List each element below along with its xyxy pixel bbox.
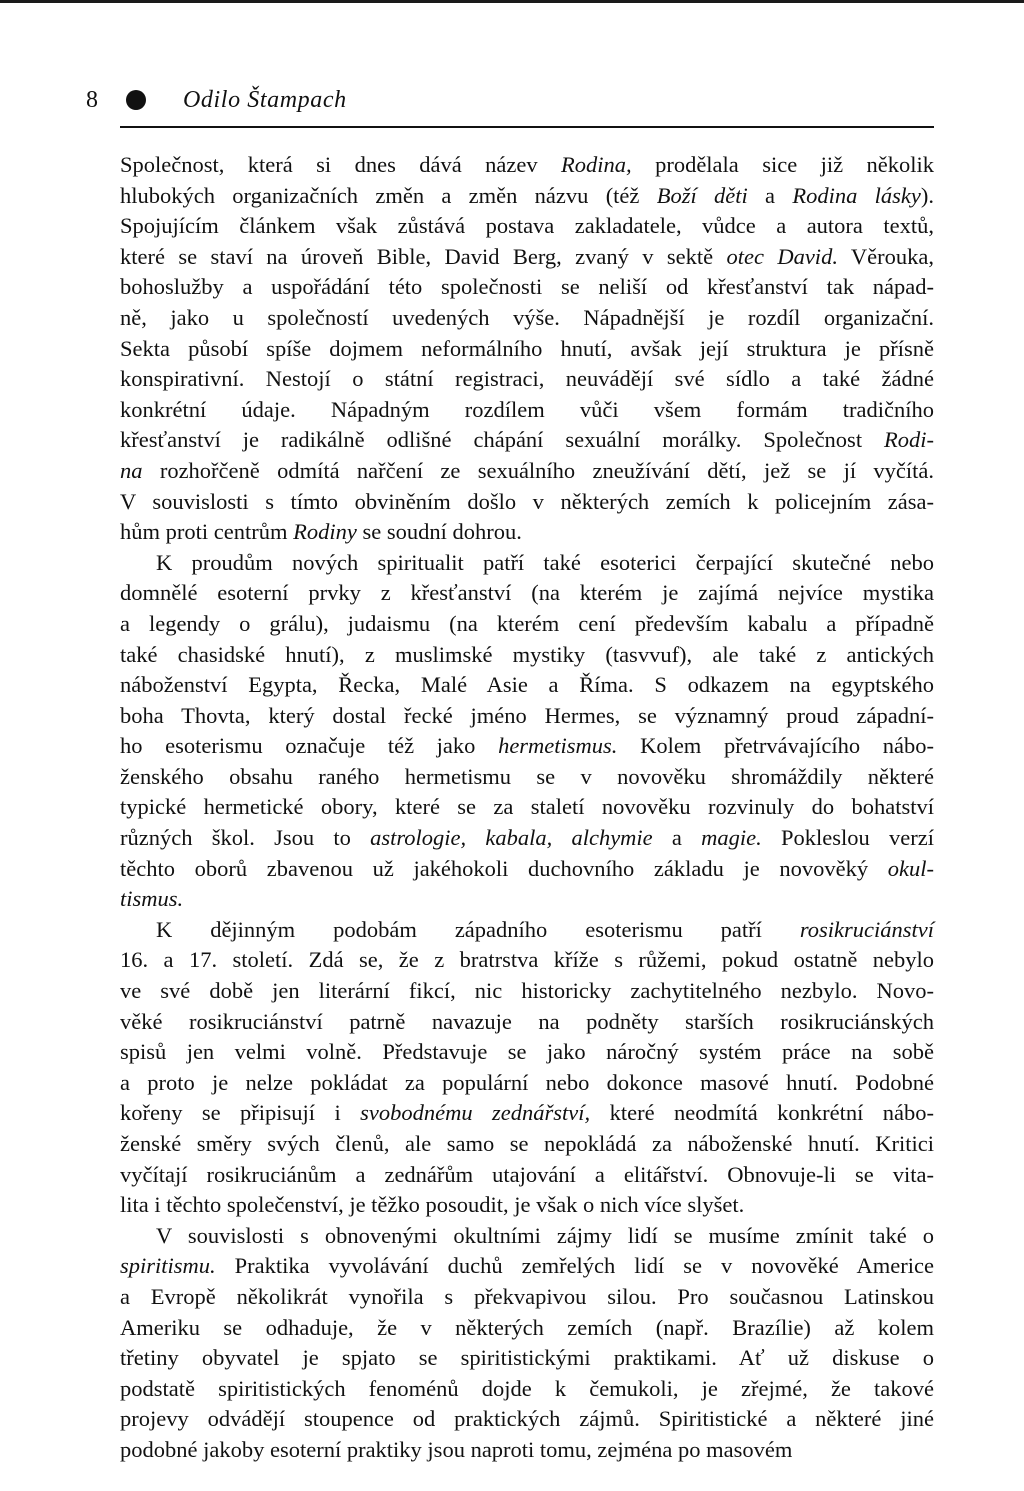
text-line [120,242,934,273]
paragraph [120,1221,934,1466]
text-span: které se staví na úroveň Bible, David Berg, zvaný v sektě [120,243,727,269]
text-line [120,731,934,762]
text-line [120,1068,934,1099]
text-line [120,1374,934,1405]
text-span: a proto je nelze pokládat za populární nebo dokonce masové hnutí. Podobné [120,1069,934,1095]
text-line [120,303,934,334]
text-span: a [747,182,793,208]
text-line [120,1404,934,1435]
text-line [120,792,934,823]
text-line [120,150,934,181]
top-border-rule [0,0,1024,3]
text-span: V souvislosti s tímto obviněním došlo v některých zemích k policejním zása- [120,488,934,514]
text-span: 16. a 17. století. Zdá se, že z bratrstva kříže s růžemi, pokud ostatně nebylo [120,947,934,973]
italic-span: magie. [701,825,762,851]
text-line [120,976,934,1007]
body-text [120,150,934,1466]
text-line [120,640,934,671]
text-line [120,1190,934,1221]
text-line [120,823,934,854]
text-line [120,945,934,976]
text-line [120,1313,934,1344]
header-rule [120,126,934,128]
text-span: spisů jen velmi volně. Představuje se jako náročný systém práce na sobě [120,1039,934,1065]
italic-span: astrologie, kabala, alchymie [370,825,653,851]
text-span: ženského obsahu raného hermetismu se v novověku shromáždily některé [120,763,934,789]
text-span: bohoslužby a uspořádání této společnosti se neliší od křesťanství tak nápad- [120,274,934,300]
text-span: Praktika vyvolávání duchů zemřelých lidí se v novověké Americe [215,1253,934,1279]
text-line [120,364,934,395]
text-line [120,884,934,915]
running-header [86,80,934,120]
text-span: ). [920,182,934,208]
text-line [120,1282,934,1313]
text-line [120,854,934,885]
text-line [120,456,934,487]
text-span: také chasidské hnutí), z muslimské mystiky (tasvvuf), ale také z antických [120,641,934,667]
text-span: projevy odvádějí stoupence od praktických zájmů. Spiritistické a některé jiné [120,1406,934,1432]
page-number: 8 [86,87,98,113]
text-line [120,1129,934,1160]
paragraph [120,150,934,548]
text-line [120,1037,934,1068]
text-line [120,1007,934,1038]
text-span: Společnost, která si dnes dává název [120,152,562,177]
italic-span: svobodnému zednářství, [360,1100,591,1126]
text-span: různých škol. Jsou to [120,825,371,851]
italic-span: Boží děti [656,182,748,208]
text-line [120,334,934,365]
text-span: ve své době jen literární fikcí, nic historicky zachytitelného nezbylo. Novo- [120,978,934,1004]
text-span: které neodmítá konkrétní nábo- [590,1100,934,1126]
text-span: Věrouka, [837,243,935,269]
text-span: lita i těchto společenství, je těžko posoudit, je však o nich více slyšet. [120,1192,745,1218]
text-line [120,425,934,456]
italic-span: tismus. [120,886,184,912]
paragraph [120,548,934,915]
text-span: Kolem přetrvávajícího nábo- [617,733,934,759]
text-line [120,1343,934,1374]
text-span: Ameriku se odhaduje, že v některých zemích (např. Brazílie) až kolem [120,1314,934,1340]
text-span: a Evropě několikrát vynořila s překvapivou silou. Pro současnou Latinskou [120,1283,934,1309]
italic-span: Rodiny [293,519,357,545]
text-span: podstatě spiritistických fenoménů dojde k čemukoli, je zřejmé, že takové [120,1375,934,1401]
bullet-dot-icon [126,90,146,110]
text-line [120,1251,934,1282]
text-line [120,701,934,732]
paragraph [120,915,934,1221]
text-line [120,548,934,579]
text-span: se soudní dohrou. [356,519,522,545]
text-span: Sekta působí spíše dojmem neformálního hnutí, avšak její struktura je přísně [120,335,934,361]
text-span: podobné jakoby esoterní praktiky jsou naproti tomu, zejména po masovém [120,1436,793,1462]
text-line [120,1098,934,1129]
text-line [120,211,934,242]
text-span: náboženství Egypta, Řecka, Malé Asie a Říma. S odkazem na egyptského [120,672,934,698]
text-line [120,762,934,793]
text-span: ně, jako u společností uvedených výše. Nápadnější je rozdíl organizační. [120,304,934,330]
text-span: křesťanství je radikálně odlišné chápání sexuální morálky. Společnost [120,427,884,453]
text-span: těchto oborů zbavenou už jakéhokoli duchovního základu je novověký [120,855,888,881]
text-line [120,272,934,303]
text-span: rozhořčeně odmítá nařčení ze sexuálního zneužívání dětí, jež se jí vyčítá. [142,457,934,483]
italic-span: otec David. [726,243,838,269]
text-span: Pokleslou verzí [761,825,934,851]
text-span: domnělé esoterní prvky z křesťanství (na kterém je zajímá nejvíce mystika [120,580,934,606]
text-span: kořeny se připisují i [120,1100,361,1126]
text-line [120,1160,934,1191]
text-line [120,915,934,946]
text-span: konspirativní. Nestojí o státní registraci, neuvádějí své sídlo a také žádné [120,366,934,392]
text-span: třetiny obyvatel je spjato se spiritistickými praktikami. Ať už diskuse o [120,1345,934,1371]
italic-span: rosikruciánství [799,916,934,942]
text-span: hlubokých organizačních změn a změn názvu (též [120,182,657,208]
text-span: hům proti centrům [120,519,294,545]
text-span: věké rosikruciánství patrně navazuje na podněty starších rosikruciánských [120,1008,934,1034]
italic-span: okul- [887,855,934,881]
text-span: K proudům nových spiritualit patří také esoterici čerpající skutečné nebo [156,549,934,575]
text-span: konkrétní údaje. Nápadným rozdílem vůči všem formám tradičního [120,396,934,422]
text-line [120,181,934,212]
italic-span: Rodina, [561,152,632,177]
text-line [120,670,934,701]
text-span: boha Thovta, který dostal řecké jméno Hermes, se významný proud západní- [120,702,934,728]
text-line [120,395,934,426]
italic-span: hermetismus. [498,733,618,759]
text-span: K dějinným podobám západního esoterismu patří [156,916,800,942]
text-line [120,609,934,640]
text-span: ženské směry svých členů, ale samo se nepokládá za náboženské hnutí. Kritici [120,1131,934,1156]
italic-span: Rodi- [884,427,934,453]
text-span: a legendy o grálu), judaismu (na kterém cení především kabalu a případně [120,610,934,636]
text-line [120,487,934,518]
text-span: V souvislosti s obnovenými okultními zájmy lidí se musíme zmínit také o [156,1222,934,1248]
italic-span: Rodina lásky [792,182,921,208]
text-line [120,1435,934,1466]
text-line [120,517,934,548]
text-line [120,578,934,609]
text-span: typické hermetické obory, které se za staletí novověku rozvinuly do bohatství [120,794,934,820]
running-head-author: Odilo Štampach [183,87,347,113]
text-line [120,1221,934,1252]
text-span: a [652,825,702,851]
text-span: ho esoterismu označuje též jako [120,733,499,759]
text-span: vyčítají rosikruciánům a zednářům utajování a elitářství. Obnovuje-li se vita- [120,1161,934,1187]
text-span: Spojujícím článkem však zůstává postava zakladatele, vůdce a autora textů, [120,213,934,239]
italic-span: na [120,457,143,483]
italic-span: spiritismu. [120,1253,216,1279]
text-span: prodělala sice již několik [631,152,934,177]
